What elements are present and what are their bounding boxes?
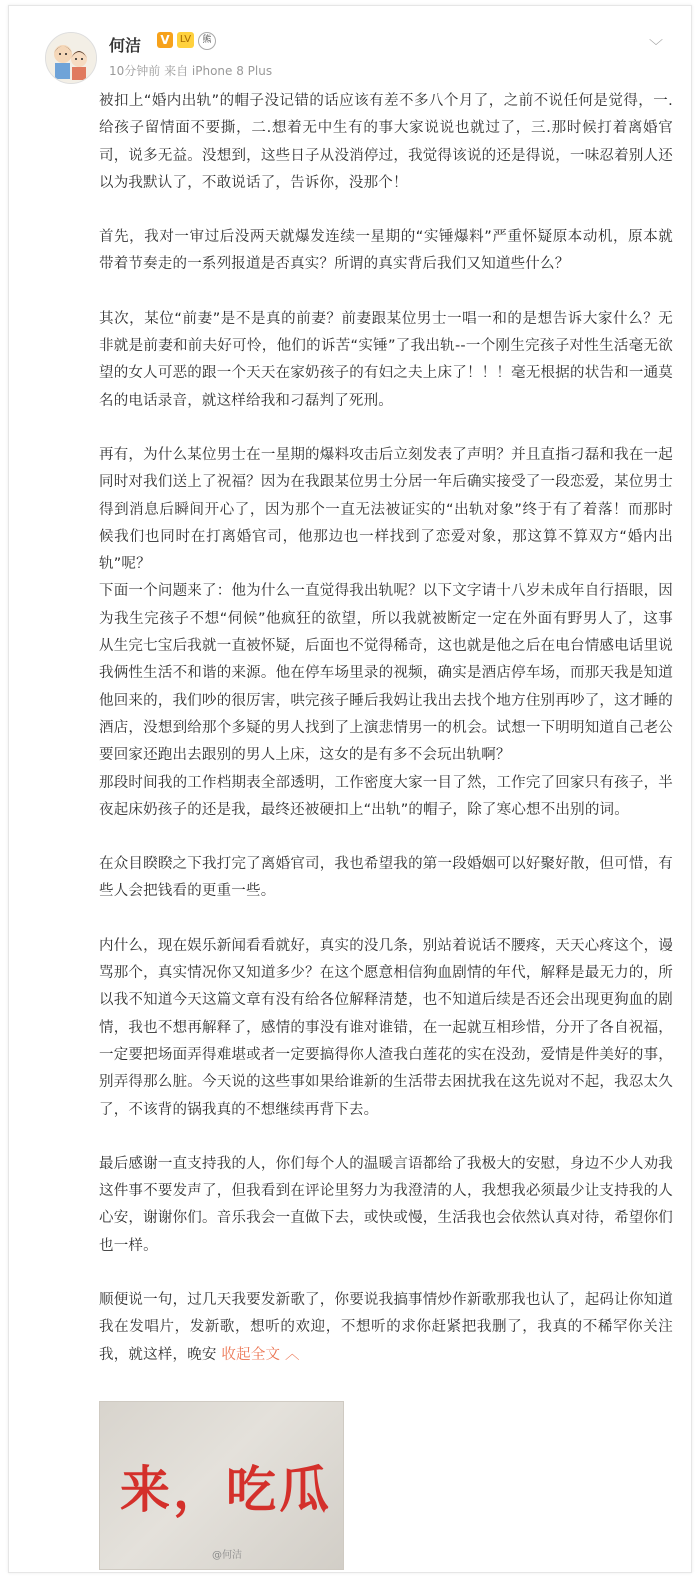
panda-badge-icon[interactable]: 熊 (198, 32, 216, 50)
paragraph-4: 再有，为什么某位男士在一星期的爆料攻击后立刻发表了声明？并且直指刁磊和我在一起同时对我们送上了祝福？因为在我跟某位男士分居一年后确实接受了一段恋爱，某位男士得到消息后瞬间开心了，因为那个一直无法被证实的“出轨对象”终于有了着落！而那时候我们也同时在打离婚官司，他那边也一样找到了恋爱对象，那这算不算双方“婚内出轨”呢？ (99, 446, 673, 573)
paragraph-10 (99, 1287, 673, 1369)
verified-badge-icon[interactable]: V (157, 32, 173, 48)
paragraph-5: 下面一个问题来了：他为什么一直觉得我出轨呢？以下文字请十八岁未成年自行捂眼，因为我生完孩子不想“伺候”他疯狂的欲望，所以我就被断定一定在外面有野男人了，这事从生完七宝后我就一直被怀疑，后面也不觉得稀奇，这也就是他之后在电台情感电话里说我俩性生活不和谐的来源。他在停车场里录的视频，确实是酒店停车场，而那天我是知道他回来的，我们吵的很厉害，哄完孩子睡后我妈让我出去找个地方住别再吵了，这才睡的酒店，没想到给那个多疑的男人找到了上演悲情男一的机会。试想一下明明知道自己老公要回家还跑出去跟别的男人上床，这女的是有多不会玩出轨啊？ (99, 583, 673, 764)
paragraph-8: 内什么，现在娱乐新闻看看就好，真实的没几条，别站着说话不腰疼，天天心疼这个，谩骂那个，真实情况你又知道多少？在这个愿意相信狗血剧情的年代，解释是最无力的，所以我不知道今天这篇文章有没有给各位解释清楚，也不知道后续是否还会出现更狗血的剧情，我也不想再解释了，感情的事没有谁对谁错，在一起就互相珍惜，分开了各自祝福，一定要把场面弄得难堪或者一定要搞得你人渣我白莲花的实在没劲，爱情是件美好的事，别弄得那么脏。今天说的这些事如果给谁新的生活带去困扰我在这先说对不起，我忍太久了，不该背的锅我真的不想继续再背下去。 (99, 937, 673, 1118)
collapse-full-text-link[interactable]: 收起全文 ︿ (221, 1346, 300, 1363)
level-badge-icon[interactable]: LV (177, 32, 194, 48)
paragraph-7: 在众目睽睽之下我打完了离婚官司，我也希望我的第一段婚姻可以好聚好散，但可惜，有些人会把钱看的更重一些。 (99, 856, 673, 900)
chevron-down-icon[interactable]: ﹀ (649, 39, 663, 55)
paragraph-3: 其次，某位“前妻”是不是真的前妻？前妻跟某位男士一唱一和的是想告诉大家什么？无非就是前妻和前夫好可怜，他们的诉苦“实锤”了我出轨--一个刚生完孩子对性生活毫无欲望的女人可恶的跟一个天天在家奶孩子的有妇之夫上床了！！！毫无根据的状告和一通莫名的电话录音，就这样给我和刁磊判了死刑。 (99, 310, 673, 409)
paragraph-1: 被扣上“婚内出轨”的帽子没记错的话应该有差不多八个月了，之前不说任何是觉得，一.给孩子留情面不要撕，二.想着无中生有的事大家说说也就过了，三.那时候打着离婚官司，说多无益。没想到，这些日子从没消停过，我觉得该说的还是得说，一味忍着别人还以为我默认了，不敢说话了，告诉你，没那个！ (99, 93, 673, 191)
avatar[interactable] (45, 32, 97, 84)
paragraph-6: 那段时间我的工作档期表全部透明，工作密度大家一目了然，工作完了回家只有孩子，半夜起床奶孩子的还是我，最终还被硬扣上“出轨”的帽子，除了寒心想不出别的词。 (99, 774, 673, 818)
badge-group (157, 32, 216, 50)
post-header (31, 20, 671, 82)
post-meta: 10分钟前 来自 iPhone 8 Plus (109, 64, 273, 78)
post-image[interactable] (99, 1401, 344, 1570)
post-body (99, 88, 673, 1369)
paragraph-9: 最后感谢一直支持我的人，你们每个人的温暖言语都给了我极大的安慰，身边不少人劝我这件事不要发声了，但我看到在评论里努力为我澄清的人，我想我必须最少让支持我的人心安，谢谢你们。音乐我会一直做下去，或快或慢，生活我也会依然认真对待，希望你们也一样。 (99, 1155, 673, 1254)
username[interactable]: 何洁 (109, 36, 142, 55)
paragraph-10-text: 顺便说一句，过几天我要发新歌了，你要说我搞事情炒作新歌那我也认了，起码让你知道我在发唱片，发新歌，想听的欢迎，不想听的求你赶紧把我删了，我真的不稀罕你关注我，就这样，晚安 (99, 1291, 673, 1363)
weibo-post-card (8, 5, 692, 1573)
avatar-illustration-icon (46, 33, 96, 83)
paragraph-2: 首先，我对一审过后没两天就爆发连续一星期的“实锤爆料”严重怀疑原本动机，原本就带着节奏走的一系列报道是否真实？所谓的真实背后我们又知道些什么？ (99, 229, 673, 273)
image-caption: 来，吃瓜 (120, 1461, 332, 1519)
image-watermark: @何洁 (212, 1550, 242, 1561)
